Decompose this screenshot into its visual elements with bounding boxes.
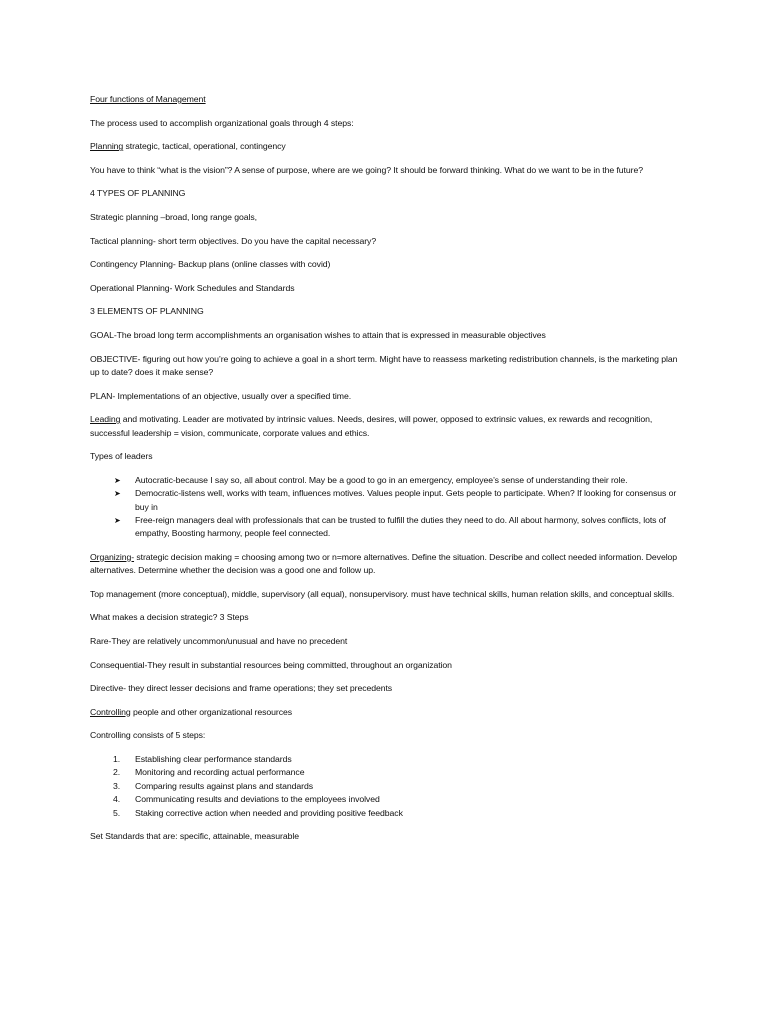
controlling-paragraph <box>90 706 680 719</box>
leading-rest: and motivating. Leader are motivated by intrinsic values. Needs, desires, will power, opposed to extrinsic values, ex rewards and recognition, successful leadership = vision, communicate, corporate values and ethics. <box>90 414 653 438</box>
contingency-planning-paragraph: Contingency Planning- Backup plans (online classes with covid) <box>90 259 331 270</box>
list-item <box>90 487 680 514</box>
vision-paragraph: You have to think “what is the vision”? A sense of purpose, where are we going? It should be forward thinking. What do we want to be in the future? <box>90 164 643 175</box>
list-item <box>90 753 680 766</box>
objective-paragraph: OBJECTIVE- figuring out how you’re going to achieve a goal in a short term. Might have to reassess marketing redistribution channels, is the marketing plan up to date? does it make sense? <box>90 353 678 377</box>
organizing-rest: strategic decision making = choosing among two or n=more alternatives. Define the situation. Describe and collect needed information. Develop alternatives. Determine whether the decision was a good one and follow up. <box>90 551 678 576</box>
rare-paragraph: Rare-They are relatively uncommon/unusual and have no precedent <box>90 635 348 646</box>
list-item-text: Comparing results against plans and standards <box>135 780 313 791</box>
plan-paragraph: PLAN- Implementations of an objective, usually over a specified time. <box>90 390 352 401</box>
strategic-question-paragraph: What makes a decision strategic? 3 Steps <box>90 612 249 623</box>
planning-rest: strategic, tactical, operational, contingency <box>123 141 286 152</box>
list-item-text: Staking corrective action when needed and providing positive feedback <box>135 807 403 818</box>
list-item-text: Free-reign managers deal with professionals that can be trusted to fulfill the duties they need to do. All about harmony, solves conflicts, lots of empathy, Boosting harmony, people feel connected. <box>135 514 666 539</box>
planning-paragraph <box>90 140 680 153</box>
planning-elements-heading: 3 ELEMENTS OF PLANNING <box>90 306 204 317</box>
controlling-term: Controlling <box>90 706 131 717</box>
intro-paragraph: The process used to accomplish organizational goals through 4 steps: <box>90 117 354 128</box>
list-item-number: 3. <box>113 780 121 791</box>
leading-paragraph <box>90 413 680 440</box>
document-title <box>90 93 680 106</box>
list-item <box>90 780 680 793</box>
top-management-paragraph: Top management (more conceptual), middle, supervisory (all equal), nonsupervisory. must have technical skills, human relation skills, and conceptual skills. <box>90 588 675 599</box>
document-body <box>90 93 680 854</box>
planning-types-heading: 4 TYPES OF PLANNING <box>90 188 186 199</box>
strategic-planning-paragraph: Strategic planning –broad, long range goals, <box>90 211 257 222</box>
list-item-text: Democratic-listens well, works with team, influences motives. Values people input. Gets people to participate. When? If looking for consensus or buy in <box>135 488 677 512</box>
set-standards-paragraph: Set Standards that are: specific, attainable, measurable <box>90 830 299 841</box>
directive-paragraph: Directive- they direct lesser decisions and frame operations; they set precedents <box>90 683 393 694</box>
list-item <box>90 474 680 487</box>
list-item <box>90 793 680 806</box>
list-item <box>90 514 680 541</box>
leaders-heading: Types of leaders <box>90 451 153 462</box>
list-item-text: Autocratic-because I say so, all about control. May be a good to go in an emergency, employee’s sense of understanding their role. <box>135 474 628 485</box>
controlling-steps-list <box>90 753 680 820</box>
leading-term: Leading <box>90 414 121 425</box>
controlling-rest: people and other organizational resources <box>130 706 292 717</box>
planning-term: Planning <box>90 141 124 152</box>
list-item-text: Establishing clear performance standards <box>135 753 292 764</box>
list-item-number: 2. <box>113 767 121 778</box>
tactical-planning-paragraph: Tactical planning- short term objectives. Do you have the capital necessary? <box>90 235 377 246</box>
list-item-number: 1. <box>113 753 121 764</box>
list-item-number: 5. <box>113 807 121 818</box>
arrow-bullet-icon: ➤ <box>114 475 121 485</box>
operational-planning-paragraph: Operational Planning- Work Schedules and Standards <box>90 282 295 293</box>
controlling-steps-heading: Controlling consists of 5 steps: <box>90 730 206 741</box>
organizing-term: Organizing- <box>90 551 135 562</box>
arrow-bullet-icon: ➤ <box>114 489 121 499</box>
goal-paragraph: GOAL-The broad long term accomplishments an organisation wishes to attain that is expressed in measurable objectives <box>90 329 546 340</box>
leaders-list <box>90 474 680 541</box>
list-item-text: Communicating results and deviations to the employees involved <box>135 794 380 805</box>
list-item <box>90 766 680 779</box>
organizing-paragraph <box>90 551 680 578</box>
list-item-number: 4. <box>113 794 121 805</box>
arrow-bullet-icon: ➤ <box>114 515 121 525</box>
consequential-paragraph: Consequential-They result in substantial resources being committed, throughout an organization <box>90 659 452 670</box>
list-item-text: Monitoring and recording actual performance <box>135 767 305 778</box>
document-title-text: Four functions of Management <box>90 94 206 104</box>
list-item <box>90 807 680 820</box>
